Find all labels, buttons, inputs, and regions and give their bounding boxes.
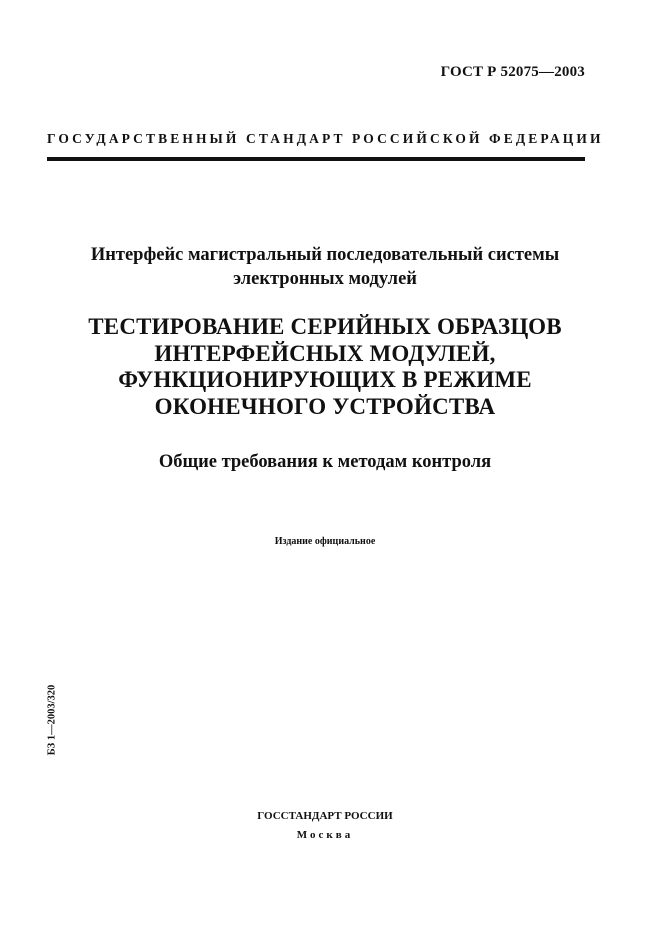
document-subtitle: [40, 243, 610, 291]
requirements-subtitle: Общие требования к методам контроля: [158, 452, 492, 472]
title-line: ТЕСТИРОВАНИЕ СЕРИЙНЫХ ОБРАЗЦОВ: [88, 314, 562, 339]
title-line: ИНТЕРФЕЙСНЫХ МОДУЛЕЙ,: [154, 340, 496, 366]
gost-number: ГОСТ Р 52075—2003: [440, 64, 585, 80]
subtitle-line: электронных модулей: [233, 269, 417, 289]
side-catalog-code: БЗ 1—2003/320: [46, 684, 58, 756]
publisher-name: ГОССТАНДАРТ РОССИИ: [257, 810, 393, 822]
edition-label: Издание официальное: [274, 536, 376, 547]
publisher-city: Москва: [296, 829, 354, 841]
title-line: ФУНКЦИОНИРУЮЩИХ В РЕЖИМЕ: [118, 367, 532, 392]
document-title: [40, 314, 610, 420]
title-line: ОКОНЕЧНОГО УСТРОЙСТВА: [154, 393, 496, 419]
subtitle-line: Интерфейс магистральный последовательный системы: [90, 245, 560, 265]
state-standard-heading: ГОСУДАРСТВЕННЫЙ СТАНДАРТ РОССИЙСКОЙ ФЕДЕРАЦИИ: [47, 131, 604, 146]
header-divider: [47, 157, 585, 161]
